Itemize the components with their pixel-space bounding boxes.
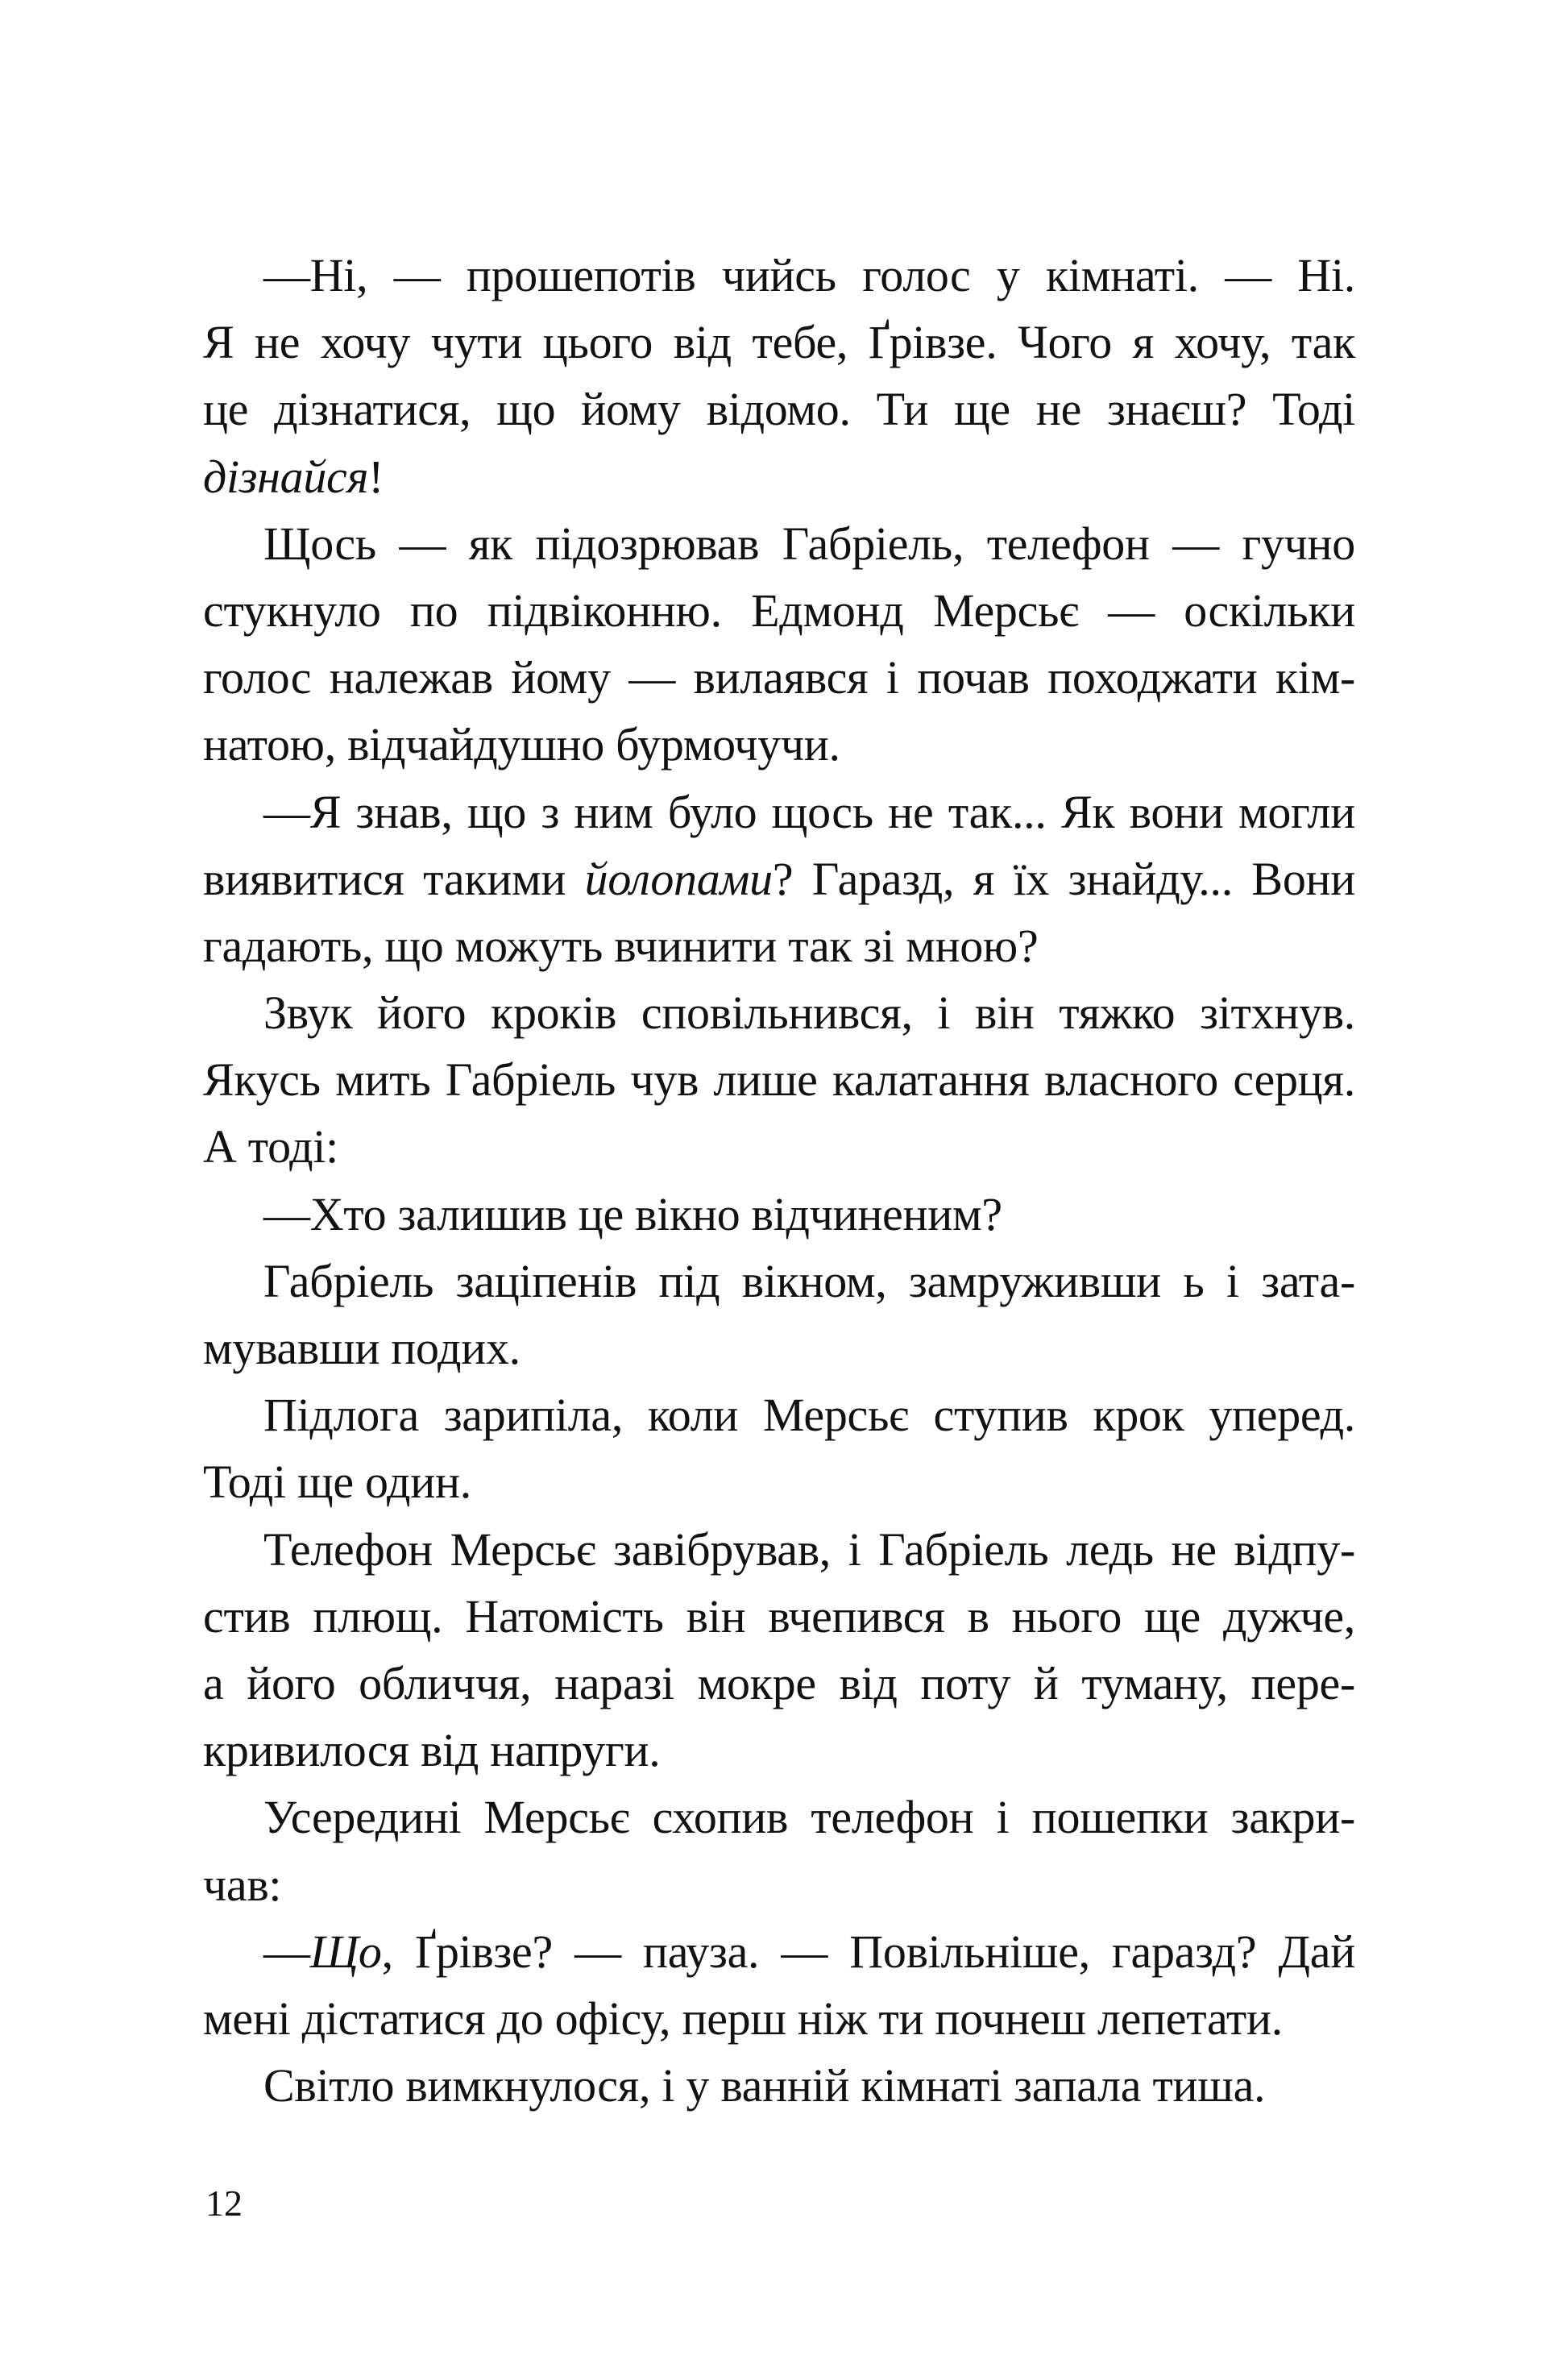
text-run: Світло вимкнулося, і у ванній кімнаті запала тиша. — [263, 2059, 1266, 2112]
text-run: мені дістатися до офісу, перш ніж ти почнеш лепетати. — [203, 1992, 1283, 2045]
text-run: —Я знав, що з ним було щось не так... Як вони могли — [263, 785, 1355, 838]
paragraph — [203, 2052, 1355, 2119]
italic-text: йолопами — [584, 852, 773, 905]
text-line — [203, 779, 1355, 845]
page-number: 12 — [205, 2183, 243, 2224]
text-line — [203, 1046, 1355, 1113]
text-run: —Хто залишив це вікно відчиненим? — [263, 1187, 1002, 1240]
body-text — [203, 242, 1355, 2119]
text-run: ! — [368, 450, 384, 503]
text-line — [203, 1918, 1355, 1985]
text-run: Тоді ще один. — [203, 1456, 471, 1509]
text-line — [203, 577, 1355, 644]
text-line — [203, 1181, 1355, 1248]
text-run: Усередині Мерсьє схопив телефон і пошепки закри- — [263, 1791, 1355, 1844]
text-run: ? Гаразд, я їх знайду... Вони — [772, 852, 1355, 905]
text-run: Я не хочу чути цього від тебе, Ґрівзе. Чого я хочу, так — [203, 316, 1355, 369]
text-run: чав: — [203, 1858, 282, 1911]
paragraph — [203, 1516, 1355, 1784]
text-run: це дізнатися, що йому відомо. Ти ще не знаєш? Тоді — [203, 383, 1355, 436]
text-line — [203, 510, 1355, 577]
text-line — [203, 1113, 1355, 1180]
text-run: кривилося від напруги. — [203, 1724, 661, 1777]
text-run: виявитися такими — [203, 852, 585, 905]
text-line — [203, 1717, 1355, 1784]
text-line — [203, 1315, 1355, 1381]
text-line — [203, 1851, 1355, 1918]
text-run: мувавши подих. — [203, 1322, 521, 1374]
paragraph — [203, 242, 1355, 510]
text-run: стив плющ. Натомість він вчепився в нього ще дужче, — [203, 1589, 1355, 1643]
text-line — [203, 309, 1355, 376]
italic-text: Що — [309, 1925, 382, 1978]
text-run: Якусь мить Габріель чув лише калатання власного серця. — [203, 1053, 1355, 1107]
text-run: стукнуло по підвіконню. Едмонд Мерсьє — оскільки — [203, 584, 1355, 637]
text-line — [203, 1985, 1355, 2052]
text-line — [203, 644, 1355, 711]
italic-text: дізнайся — [203, 450, 369, 503]
paragraph — [203, 979, 1355, 1181]
paragraph — [203, 1918, 1355, 2052]
text-line — [203, 979, 1355, 1046]
text-line — [203, 845, 1355, 912]
text-run: , Ґрівзе? — пауза. — Повільніше, гаразд? Дай — [381, 1925, 1355, 1978]
text-line — [203, 912, 1355, 979]
text-line — [203, 711, 1355, 778]
text-run: гадають, що можуть вчинити так зі мною? — [203, 919, 1039, 972]
paragraph — [203, 510, 1355, 779]
text-run: натою, відчайдушно бурмочучи. — [203, 718, 840, 771]
text-line — [203, 1448, 1355, 1515]
text-line — [203, 1650, 1355, 1717]
text-run: Габріель заціпенів під вікном, замруживши ь і зата- — [263, 1254, 1355, 1307]
text-run: Щось — як підозрював Габріель, телефон — гучно — [263, 517, 1355, 570]
text-run: А тоді: — [203, 1120, 338, 1173]
text-run: а його обличчя, наразі мокре від поту й туману, пере- — [203, 1656, 1355, 1709]
text-line — [203, 1583, 1355, 1650]
text-run: голос належав йому — вилаявся і почав походжати кім- — [203, 651, 1355, 704]
text-run: —Ні, — прошепотів чийсь голос у кімнаті. — Ні. — [263, 249, 1355, 301]
paragraph — [203, 1381, 1355, 1515]
text-run: — — [263, 1925, 310, 1978]
paragraph — [203, 1784, 1355, 1917]
paragraph — [203, 1248, 1355, 1381]
text-line — [203, 2052, 1355, 2119]
paragraph — [203, 779, 1355, 980]
text-line — [203, 1248, 1355, 1315]
text-line — [203, 1381, 1355, 1448]
text-run: Телефон Мерсьє завібрував, і Габріель ледь не відпу- — [263, 1522, 1355, 1576]
text-run: Звук його кроків сповільнився, і він тяжко зітхнув. — [263, 986, 1355, 1040]
text-line — [203, 1516, 1355, 1583]
text-line — [203, 443, 1355, 510]
paragraph — [203, 1181, 1355, 1248]
text-line — [203, 242, 1355, 309]
text-line — [203, 376, 1355, 442]
text-run: Підлога зарипіла, коли Мерсьє ступив крок уперед. — [263, 1389, 1355, 1442]
text-line — [203, 1784, 1355, 1850]
